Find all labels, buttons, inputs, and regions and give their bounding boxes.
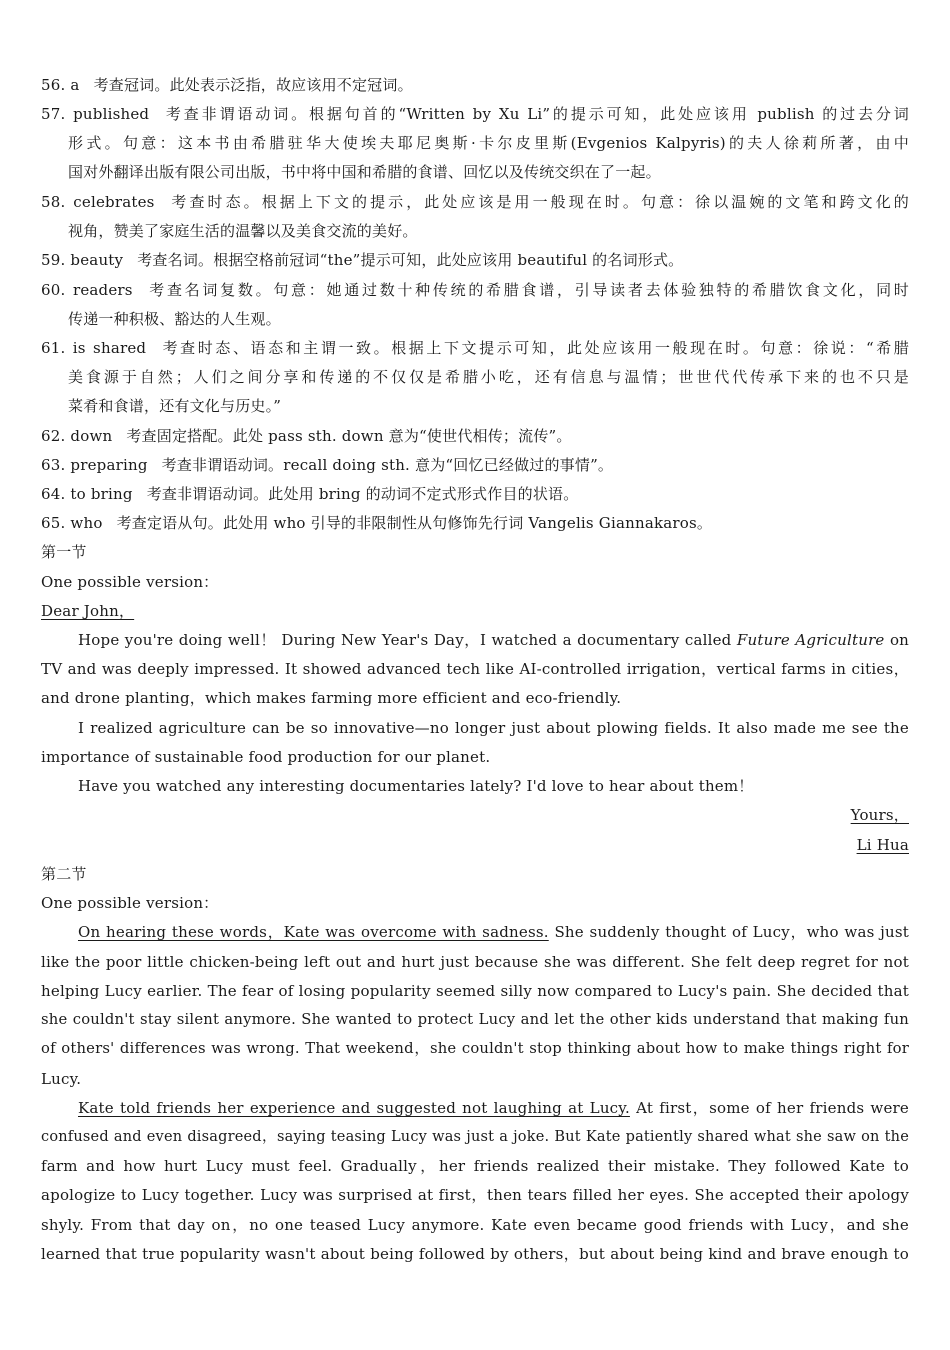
story-paragraph-1-lead-sentence: On hearing these words，Kate was overcome with sadness. [78,923,549,941]
story-paragraph-1-line-3: helping Lucy earlier. The fear of losing popularity seemed silly now compared to Lucy's pain. She decided that [41,982,909,1000]
story-paragraph-1-text: She suddenly thought of Lucy，who was just [554,923,910,941]
answer-62 [41,426,572,448]
letter-paragraph-1-line-1 [78,630,909,652]
answer-62-number: 62. down [41,427,113,445]
answer-59-explanation: 考查名词。根据空格前冠词“the”提示可知，此处应该用 beautiful 的名词形式。 [137,251,684,269]
story-paragraph-1-line-2: like the poor little chicken-being left out and hurt just because she was different. She felt deep regret for not [41,953,909,971]
answer-60-line-1: 考查名词复数。句意：她通过数十种传统的希腊食谱，引导读者去体验独特的希腊饮食文化，同时 [146,281,909,299]
answer-56-number: 56. a [41,76,80,94]
section-1-version-label: One possible version： [41,573,219,591]
story-paragraph-2-line-2: confused and even disagreed，saying teasing Lucy was just a joke. But Kate patiently shared what she saw on the [41,1129,909,1145]
answer-58-number: 58. celebrates [41,193,155,211]
answer-61-number: 61. is shared [41,339,147,357]
answer-60 [41,280,909,302]
letter-salutation: Dear John， [41,602,135,620]
answer-61-line-3: 菜肴和食谱，还有文化与历史。” [68,397,282,415]
answer-57-line-3: 国对外翻译出版有限公司出版，书中将中国和希腊的食谱、回忆以及传统交织在了一起。 [68,163,661,181]
answer-61-line-2: 美食源于自然；人们之间分享和传递的不仅仅是希腊小吃，还有信息与温情；世世代代传承下来的也不只是 [68,368,909,386]
story-paragraph-2-lead-sentence: Kate told friends her experience and suggested not laughing at Lucy. [78,1099,630,1117]
story-paragraph-1-line-1 [78,922,909,944]
story-paragraph-2-line-5: shyly. From that day on，no one teased Lucy anymore. Kate even became good friends with Lucy，and she [41,1216,909,1234]
story-paragraph-2-line-4: apologize to Lucy together. Lucy was surprised at first，then tears filled her eyes. She accepted their apology [41,1186,909,1204]
answer-57-number: 57. published [41,105,150,123]
answer-62-explanation: 考查固定搭配。此处 pass sth. down 意为“使世代相传；流传”。 [126,427,572,445]
letter-paragraph-3-line-1: Have you watched any interesting documentaries lately? I'd love to hear about them！ [78,777,754,795]
story-paragraph-1-line-5: of others' differences was wrong. That weekend，she couldn't stop thinking about how to make things right for [41,1040,909,1057]
answer-63 [41,455,613,477]
answer-63-explanation: 考查非谓语动词。recall doing sth. 意为“回忆已经做过的事情”。 [161,456,614,474]
story-paragraph-2-line-6: learned that true popularity wasn't about being followed by others，but about being kind and brave enough to [41,1245,909,1263]
section-2-heading: 第二节 [41,865,87,883]
answer-65-number: 65. who [41,514,103,532]
letter-paragraph-1-line-3: and drone planting，which makes farming more efficient and eco-friendly. [41,689,622,707]
answer-58-line-2: 视角，赞美了家庭生活的温馨以及美食交流的美好。 [68,222,418,240]
answer-60-number: 60. readers [41,281,133,299]
letter-paragraph-2-line-1: I realized agriculture can be so innovative—no longer just about plowing fields. It also made me see the [78,719,909,737]
letter-paragraph-2-line-2: importance of sustainable food production for our planet. [41,748,491,766]
answer-56-explanation: 考查冠词。此处表示泛指，故应该用不定冠词。 [93,76,413,94]
documentary-title: Future Agriculture [736,631,885,649]
letter-signature: Li Hua [856,836,909,854]
answer-59 [41,250,683,272]
letter-p1-text-b: on [889,631,910,649]
answer-58-line-1: 考查时态。根据上下文的提示，此处应该是用一般现在时。句意：徐以温婉的文笔和跨文化的 [168,193,909,211]
section-1-heading: 第一节 [41,543,87,561]
letter-p1-text-a: Hope you're doing well！ During New Year's Day，I watched a documentary called [78,631,732,649]
answer-64-explanation: 考查非谓语动词。此处用 bring 的动词不定式形式作目的状语。 [146,485,579,503]
answer-59-number: 59. beauty [41,251,124,269]
story-paragraph-2-line-3: farm and how hurt Lucy must feel. Gradually，her friends realized their mistake. They followed Kate to [41,1157,909,1175]
letter-closing: Yours， [850,806,909,824]
letter-paragraph-1-line-2: TV and was deeply impressed. It showed advanced tech like AI-controlled irrigation，vertical farms in cities， [41,660,909,678]
story-paragraph-2-line-1 [78,1098,909,1120]
story-paragraph-1-line-6: Lucy. [41,1070,82,1088]
story-paragraph-2-text: At first，some of her friends were [636,1099,909,1117]
answer-56 [41,75,413,97]
answer-65-explanation: 考查定语从句。此处用 who 引导的非限制性从句修饰先行词 Vangelis Giannakaros。 [116,514,713,532]
answer-65 [41,513,712,535]
section-2-version-label: One possible version： [41,894,219,912]
answer-64-number: 64. to bring [41,485,133,503]
answer-60-line-2: 传递一种积极、豁达的人生观。 [68,310,281,328]
answer-57-line-2: 形式。句意：这本书由希腊驻华大使埃夫耶尼奥斯·卡尔皮里斯(Evgenios Kalpyris)的夫人徐莉所著，由中 [68,134,909,152]
answer-57 [41,104,909,126]
answer-57-line-1: 考查非谓语动词。根据句首的“Written by Xu Li”的提示可知，此处应该用 publish 的过去分词 [163,105,909,123]
answer-61 [41,338,909,360]
answer-63-number: 63. preparing [41,456,148,474]
story-paragraph-1-line-4: she couldn't stay silent anymore. She wanted to protect Lucy and let the other kids understand that making fun [41,1011,909,1028]
answer-64 [41,484,578,506]
answer-61-line-1: 考查时态、语态和主谓一致。根据上下文提示可知，此处应该用一般现在时。句意：徐说：“希腊 [160,339,910,357]
answer-58 [41,192,909,214]
